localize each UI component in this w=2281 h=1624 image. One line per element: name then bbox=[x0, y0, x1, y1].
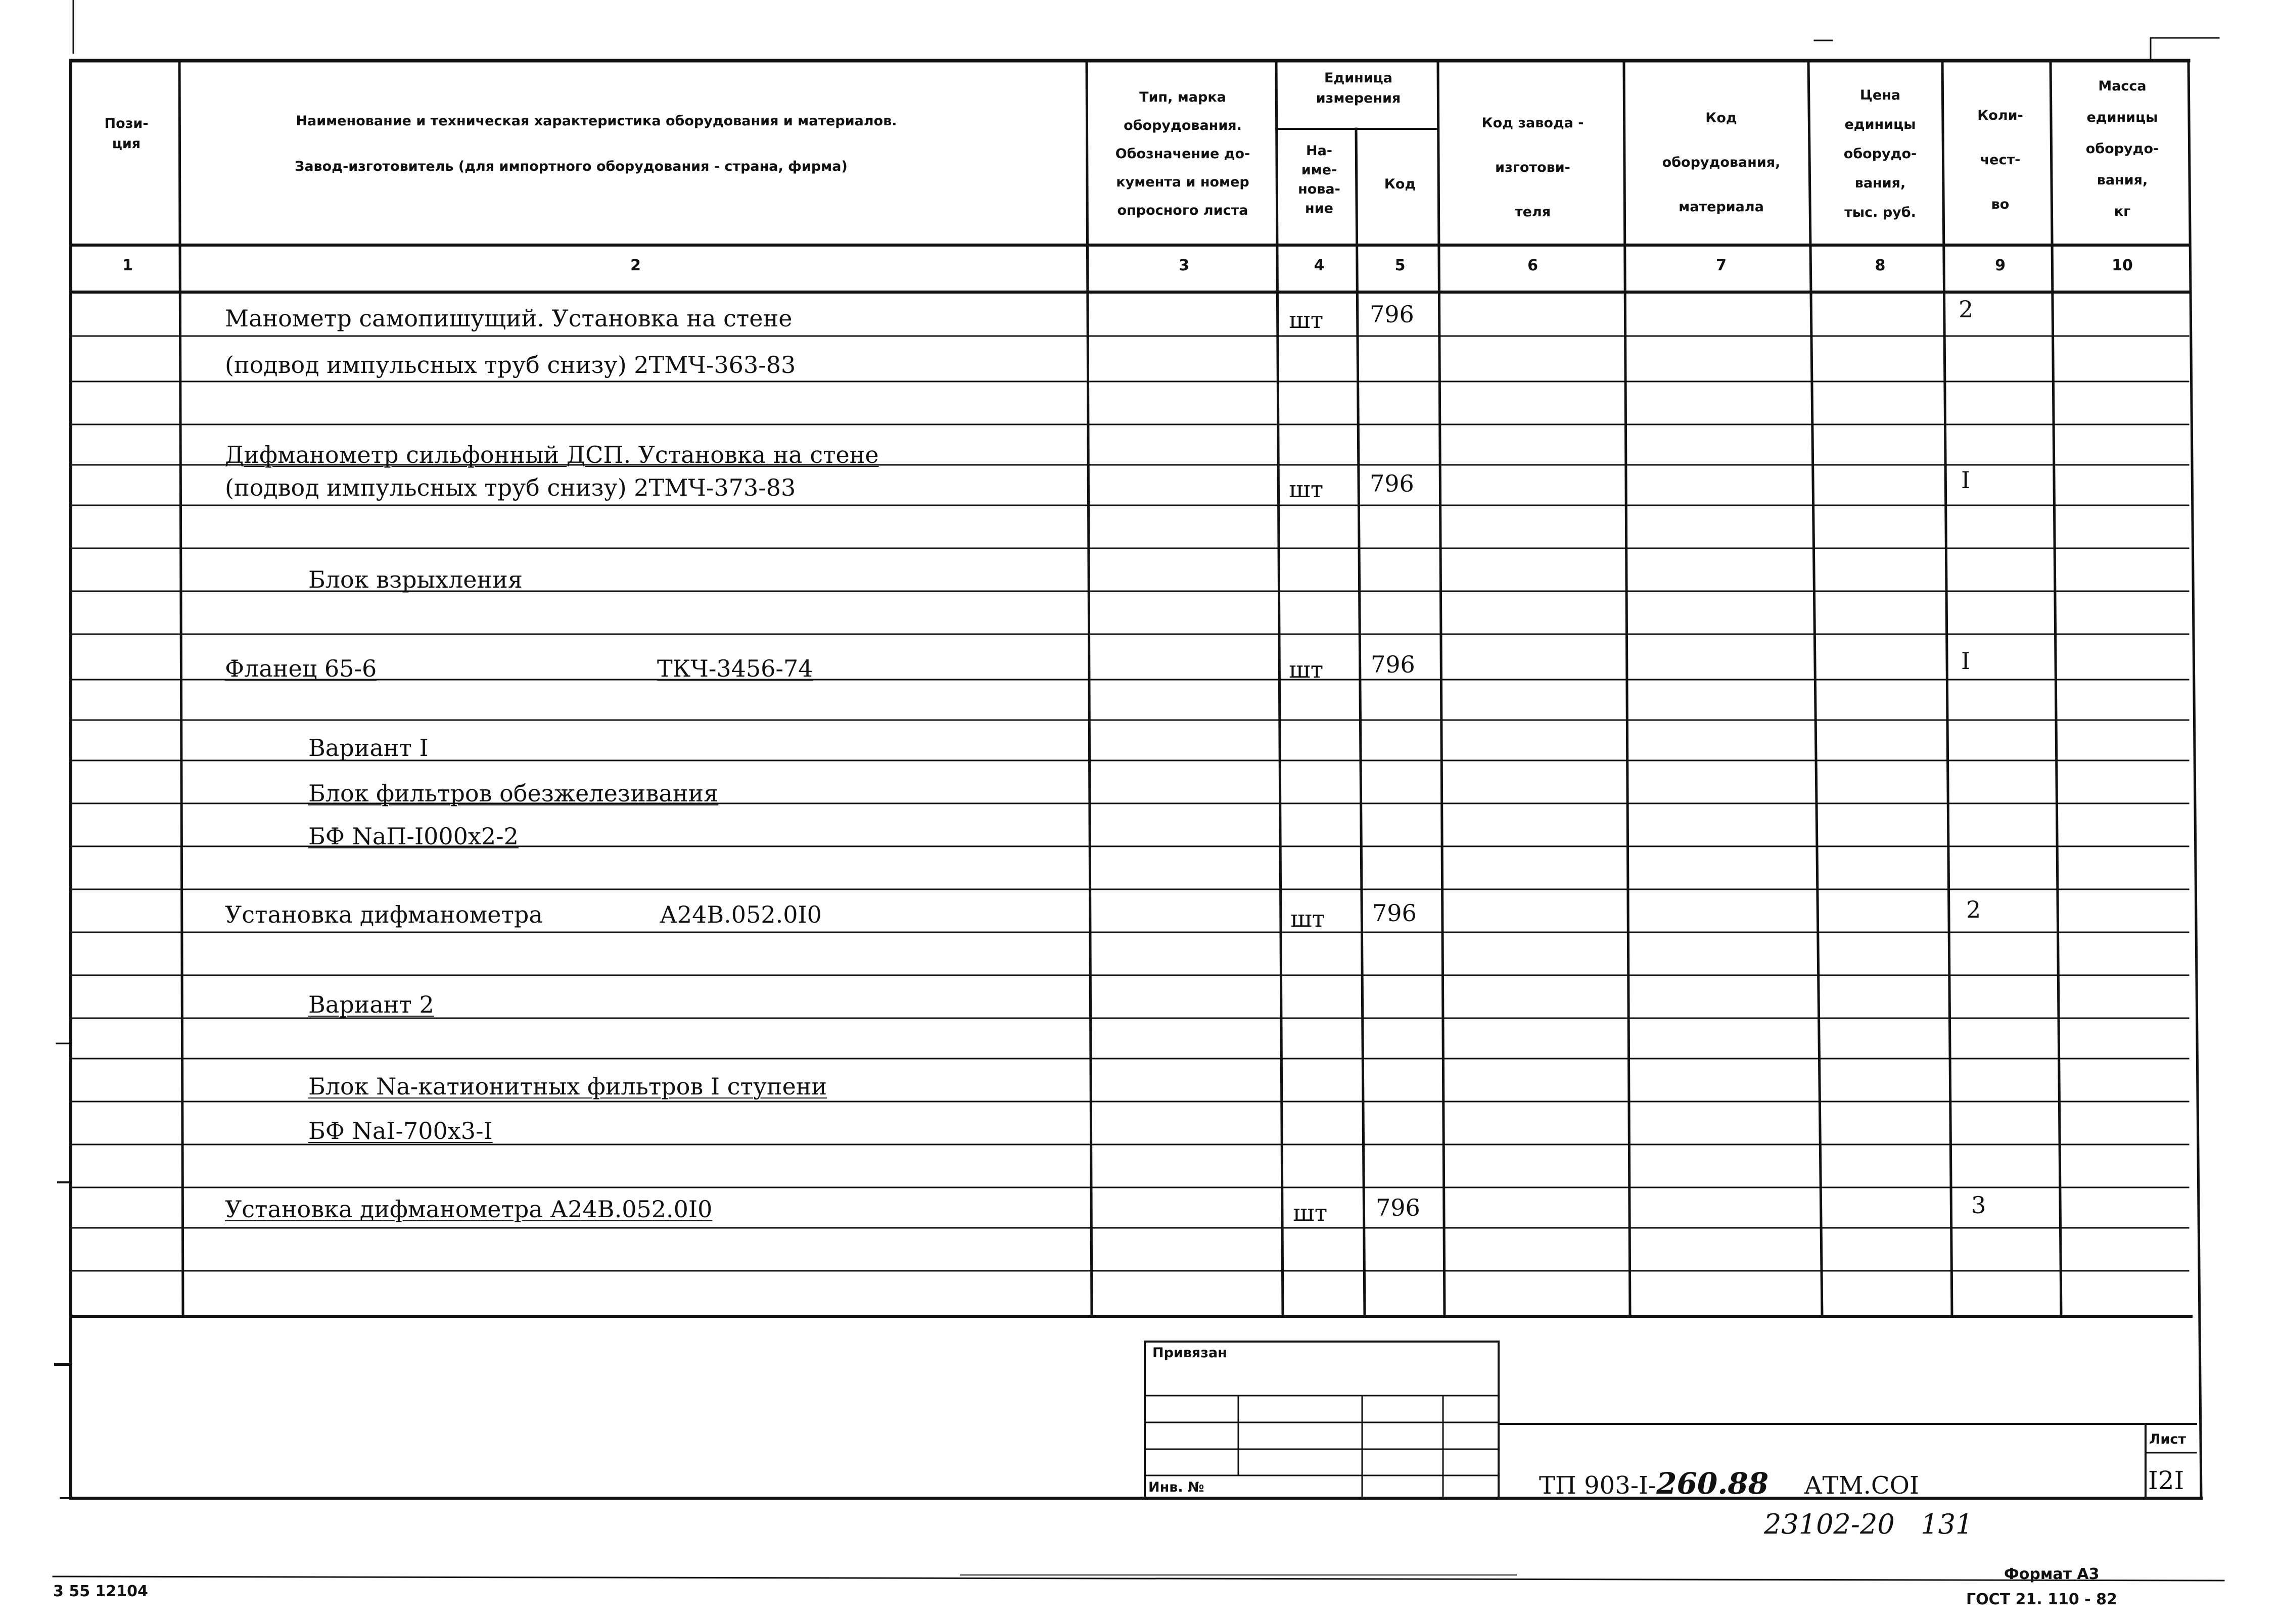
column-number: 6 bbox=[1527, 257, 1538, 274]
header-unit-group: Единица измерения bbox=[1316, 70, 1401, 106]
row-13-name: БФ NaI-700x3-I bbox=[308, 1117, 493, 1144]
row-6-code: 796 bbox=[1371, 651, 1415, 678]
column-number: 10 bbox=[2112, 257, 2133, 274]
column-number: 8 bbox=[1875, 257, 1886, 274]
header-equipment-code: Код оборудования, материала bbox=[1662, 110, 1781, 215]
column-number: 9 bbox=[1995, 257, 2006, 274]
footer-left-code: 3 55 12104 bbox=[53, 1583, 148, 1600]
column-number: 5 bbox=[1394, 257, 1406, 274]
header-plant-code: Код завода - изготови- теля bbox=[1481, 115, 1584, 220]
column-number: 7 bbox=[1716, 257, 1727, 274]
row-12-name: Блок Na-катионитных фильтров I ступени bbox=[308, 1073, 827, 1100]
stamp-sheet-number: I2I bbox=[2148, 1466, 2184, 1495]
header-position: Пози- ция bbox=[104, 116, 149, 152]
stamp-bound-label: Привязан bbox=[1152, 1345, 1227, 1361]
document-code-number: 260.88 bbox=[1656, 1466, 1769, 1501]
footer-format: Формат А3 bbox=[2004, 1565, 2100, 1583]
document-code bbox=[1539, 1466, 1919, 1501]
row-5-name: Блок взрыхления bbox=[308, 566, 523, 593]
row-10-unit: шт bbox=[1290, 905, 1325, 932]
header-name-line1: Наименование и техническая характеристика оборудования и материалов. bbox=[296, 113, 897, 129]
row-10-name: Установка дифманометра bbox=[225, 901, 543, 928]
header-type-mark: Тип, марка оборудования. Обозначение до- кумента и номер опросного листа bbox=[1115, 89, 1250, 218]
column-number: 2 bbox=[630, 257, 641, 274]
row-14-name: Установка дифманометра А24В.052.0I0 bbox=[225, 1196, 713, 1223]
header-mass: Масса единицы оборудо- вания, кг bbox=[2085, 78, 2159, 219]
row-1-code: 796 bbox=[1370, 301, 1414, 328]
column-number: 3 bbox=[1179, 257, 1189, 274]
header-unit-price: Цена единицы оборудо- вания, тыс. руб. bbox=[1843, 87, 1917, 220]
column-number: 4 bbox=[1314, 257, 1325, 274]
row-4-unit: шт bbox=[1289, 475, 1324, 503]
row-6-quantity: I bbox=[1961, 647, 1971, 675]
row-14-quantity: 3 bbox=[1971, 1191, 1986, 1219]
header-name-line2: Завод-изготовитель (для импортного оборудования - страна, фирма) bbox=[295, 159, 848, 174]
row-6-unit: шт bbox=[1289, 656, 1324, 683]
row-1-name: Манометр самопишущий. Установка на стене bbox=[225, 305, 793, 332]
stamp-sheet-label: Лист bbox=[2149, 1431, 2186, 1447]
row-4-quantity: I bbox=[1961, 466, 1971, 494]
header-unit-code: Код bbox=[1384, 176, 1416, 192]
footer-gost: ГОСТ 21. 110 - 82 bbox=[1966, 1591, 2117, 1608]
row-11-name: Вариант 2 bbox=[308, 991, 434, 1018]
row-1-quantity: 2 bbox=[1959, 296, 1974, 323]
row-10-quantity: 2 bbox=[1966, 896, 1981, 923]
row-14-unit: шт bbox=[1293, 1199, 1328, 1226]
row-2-name: (подвод импульсных труб снизу) 2ТМЧ-363-83 bbox=[225, 351, 796, 378]
row-6-name: Фланец 65-6 bbox=[225, 655, 377, 682]
row-4-name: (подвод импульсных труб снизу) 2ТМЧ-373-83 bbox=[225, 474, 796, 501]
header-unit-name: На- име- нова- ние bbox=[1298, 143, 1340, 216]
row-7-name: Вариант I bbox=[308, 734, 429, 761]
document-code-prefix: ТП 903-I- bbox=[1539, 1471, 1657, 1500]
row-9-name: БФ NaП-I000x2-2 bbox=[308, 823, 519, 850]
column-number: 1 bbox=[122, 257, 133, 274]
row-4-code: 796 bbox=[1370, 470, 1414, 497]
stamp-inventory-label: Инв. № bbox=[1148, 1479, 1204, 1495]
row-10-code: 796 bbox=[1372, 899, 1417, 927]
row-10-doc: А24В.052.0I0 bbox=[660, 901, 822, 928]
handwritten-note: 23102-20 131 bbox=[1764, 1508, 1973, 1540]
row-1-unit: шт bbox=[1289, 306, 1324, 333]
row-6-doc: ТКЧ-3456-74 bbox=[657, 655, 813, 682]
row-14-code: 796 bbox=[1376, 1194, 1420, 1221]
document-code-suffix: АТМ.СОI bbox=[1804, 1471, 1919, 1500]
row-8-name: Блок фильтров обезжелезивания bbox=[308, 780, 719, 807]
row-3-name: Дифманометр сильфонный ДСП. Установка на стене bbox=[225, 441, 879, 468]
header-quantity: Коли- чест- во bbox=[1977, 108, 2023, 212]
